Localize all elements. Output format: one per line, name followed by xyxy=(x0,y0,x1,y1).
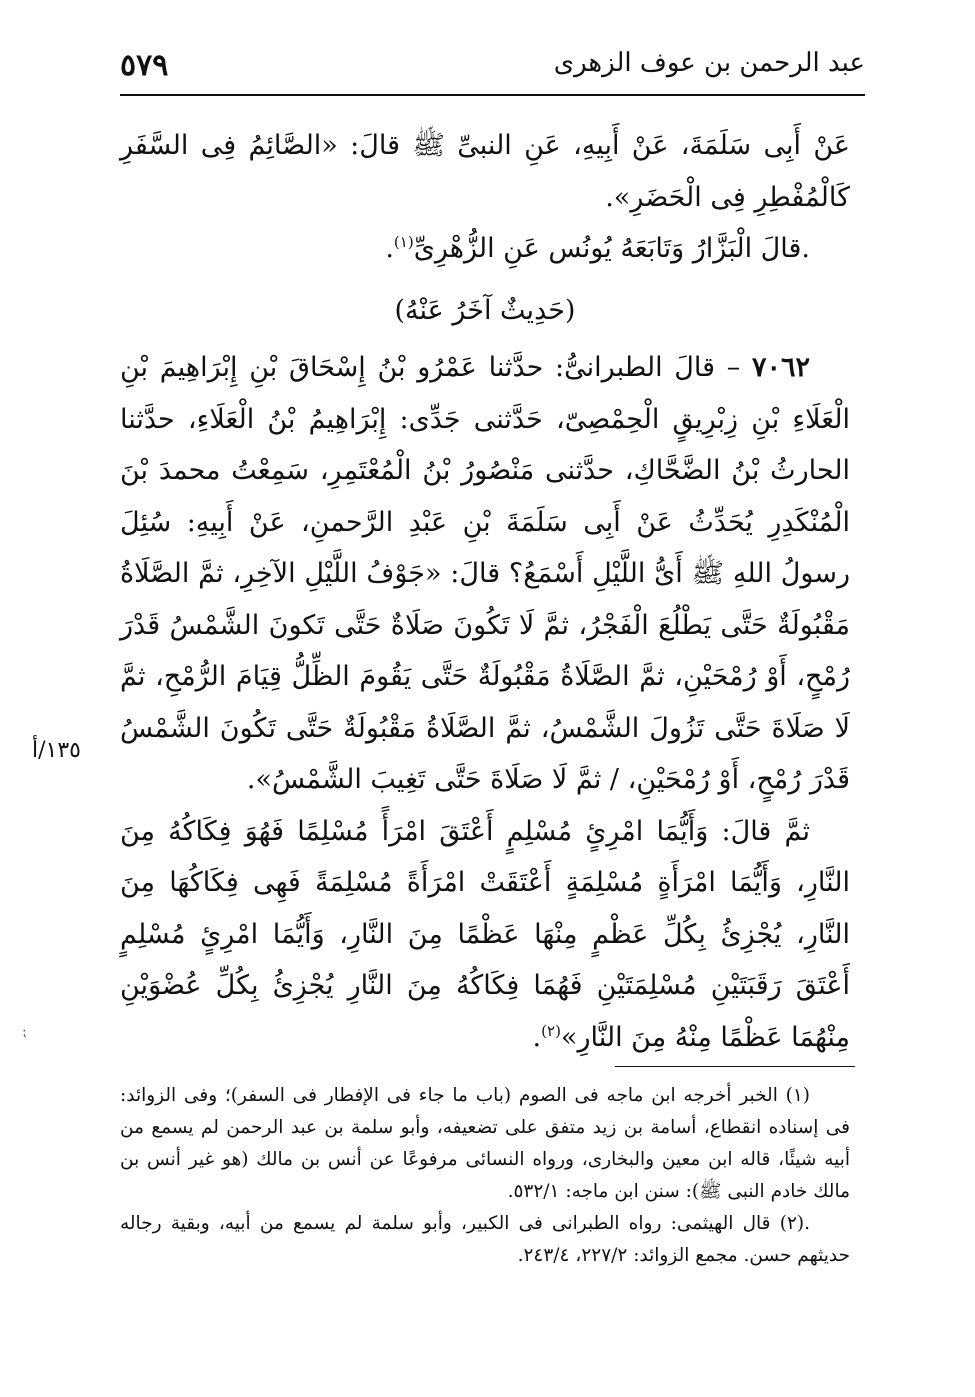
footnotes xyxy=(120,1080,850,1272)
paragraph-3 xyxy=(120,342,850,806)
paragraph-2 xyxy=(120,223,850,275)
paragraph-4-text: ثمَّ قالَ: وَأَيُّمَا امْرِئٍ مُسْلِمٍ أَعْتَقَ امْرَأً مُسْلِمًا فَهُوَ فِكَاكُهُ مِنَ النَّارِ، وَأَيُّمَا امْرَأَةٍ مُسْلِمَةٍ أَعْتَقَتْ امْرَأَةً مُسْلِمَةً فَهِى فِكَاكُهَا مِنَ النَّارِ، يُجْزِئُ بِكُلِّ عَظْمٍ مِنْهَا عَظْمًا مِنَ النَّارِ، وَأَيُّمَا امْرِئٍ مُسْلِمٍ أَعْتَقَ رَقَبَتَيْنِ مُسْلِمَتَيْنِ فَهُمَا فِكَاكُهُ مِنَ النَّارِ يُجْزِئُ بِكُلِّ عُضْوَيْنِ مِنْهُمَا عَظْمًا مِنْهُ مِنَ النَّارِ» xyxy=(120,815,850,1053)
manuscript-folio-note: ١٣٥/أ xyxy=(32,738,81,763)
footnote-2: .(٢) قال الهيثمى: رواه الطبرانى فى الكبير، وأبو سلمة لم يسمع من أبيه، وبقية رجاله حديثهم حسن. مجمع الزوائد: ٢٢٧/٢، ٢٤٣/٤. xyxy=(120,1213,850,1266)
paragraph-1: عَنْ أَبِى سَلَمَةَ، عَنْ أَبِيهِ، عَنِ النبىِّ ﷺ قالَ: «الصَّائِمُ فِى السَّفَرِ كَالْمُفْطِرِ فِى الْحَضَرِ». xyxy=(120,130,850,213)
margin-mark: ⁏ xyxy=(22,1024,27,1040)
paragraph-4 xyxy=(120,806,850,1064)
header-rule xyxy=(120,94,865,96)
footnote-1: (١) الخبر أخرجه ابن ماجه فى الصوم (باب ما جاء فى الإفطار فى السفر)؛ وفى الزوائد: فى إسناده انقطاع، أسامة بن زيد متفق على تضعيفه، وأبو سلمة بن عبد الرحمن لم يسمع من أبيه شيئًا، قاله ابن معين والبخارى، ورواه النسائى مرفوعًا عن أنس بن مالك (هو غير أنس بن مالك خادم النبى ﷺ): سنن ابن ماجه: ٥٣٢/١. xyxy=(120,1085,850,1202)
section-heading: (حَدِيثٌ آخَرُ عَنْهُ) xyxy=(394,294,576,326)
footnote-ref-1: (١) xyxy=(393,233,414,251)
paragraph-4-end: . xyxy=(532,1021,542,1053)
hadith-number: ٧٠٦٢ xyxy=(751,352,810,383)
main-text xyxy=(120,120,850,1063)
page-header xyxy=(120,40,865,90)
paragraph-3-text: – قالَ الطبرانىُّ: حدَّثنا عَمْرُو بْنُ إِسْحَاقَ بْنِ إِبْرَاهِيمَ بْنِ الْعَلَاءِ بْنِ زِبْرِيقٍ الْحِمْصِىّ، حَدَّثنى جَدِّى: إِبْرَاهِيمُ بْنُ الْعَلَاءِ، حدَّثنا الحارثُ بْنُ الضَّحَّاكِ، حدَّثنى مَنْصُورُ بْنُ الْمُعْتَمِرِ، سَمِعْتُ محمدَ بْنَ الْمُنْكَدِرِ يُحَدِّثُ عَنْ أَبِى سَلَمَةَ بْنِ عَبْدِ الرَّحمنِ، عَنْ أَبِيهِ: سُئِلَ رسولُ اللهِ ﷺ أَىُّ اللَّيْلِ أَسْمَعُ؟ قالَ: «جَوْفُ اللَّيْلِ الآخِرِ، ثمَّ الصَّلَاةُ مَقْبُولَةٌ حَتَّى يَطْلُعَ الْفَجْرُ، ثمَّ لَا تَكُونَ صَلَاةٌ حَتَّى تَكونَ الشَّمْسُ قَدْرَ رُمْحٍ، أَوْ رُمْحَيْنِ، ثمَّ الصَّلَاةُ مَقْبُولَةٌ حَتَّى يَقُومَ الظِّلُّ قِيَامَ الرُّمْحِ، ثمَّ لَا صَلَاةَ حَتَّى تَزُولَ الشَّمْسُ، ثمَّ الصَّلَاةُ مَقْبُولَةٌ حَتَّى تَكُونَ الشَّمْسُ قَدْرَ رُمْحٍ، أَوْ رُمْحَيْنِ، / ثمَّ لَا صَلَاةَ حَتَّى تَغِيبَ الشَّمْسُ». xyxy=(120,352,850,795)
running-title: عبد الرحمن بن عوف الزهرى xyxy=(553,48,865,78)
footnote-ref-2: (٢) xyxy=(541,1021,561,1040)
page-number: ٥٧٩ xyxy=(120,48,169,83)
paragraph-2-end: . xyxy=(385,233,394,264)
footnote-rule xyxy=(615,1066,855,1067)
paragraph-2-text: .قالَ الْبَزَّارُ وَتَابَعَهُ يُونُس عَنِ الزُّهْرِىِّ xyxy=(413,233,810,264)
